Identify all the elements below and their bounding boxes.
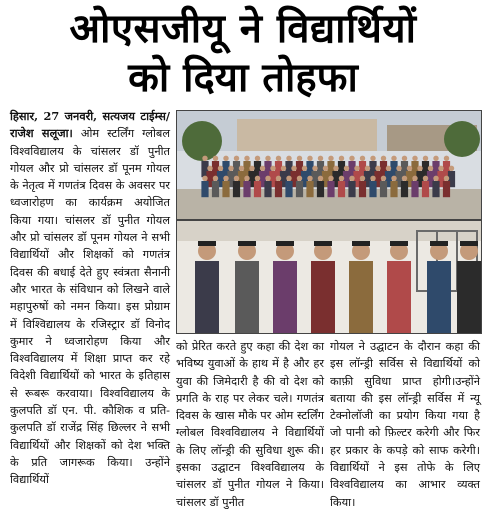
- article-text-middle: को प्रेरित करते हुए कहा की देश का भविष्य युवाओं के हाथ में है और हर युवा की जिमेदारी है की वो देश को प्रगति के राह पर लेकर चले। गणतंत्र दिवस के खास मौके पर ओम स्टर्लिंग ग्लोबल विश्वविद्यालय ने विद्यार्थियों के लिए लॉन्ड्री की सुविधा शुरू की। इसका उद्घाटन विश्वविद्यालय के चांसलर डॉ पुनीत गोयल ने किया। चांसलर डॉ पुनीत: [176, 340, 324, 509]
- article-text-left: ओम स्टर्लिंग ग्लोबल विश्वविद्यालय के चांसलर डॉ पुनीत गोयल और प्रो चांसलर डॉ पूनम गोयल के नेतृत्व में गणतंत्र दिवस के अवसर पर ध्वजारोहण का कार्यक्रम अयोजित किया गया। चांसलर डॉ पुनीत गोयल और प्रो चांसलर डॉ पूनम गोयल ने सभी विद्यार्थियों और शिक्षकों को गणतंत्र दिवस की बधाई देते हुए स्वंत्रता सैनानी और भारत के संविधान को लिखने वाले महापुरुषों को नमन किया। इस प्रोग्राम में विश्विद्यालय के रजिस्ट्रार डॉ विनोद कुमार ने ध्वजारोहण किया और विश्वविद्यालय में शिक्षा प्राप्त कर रहे विदेशी विद्यार्थियों को भारत के इतिहास से रूबरू करवाया। विश्वविद्यालय के कुलपति डॉ एन. पी. कौशिक व प्रति-कुलपति डॉ राजेंद्र सिंह छिल्लर ने सभी विद्यार्थियों और शिक्षकों को देश भक्ति के प्रति जागरूक किया। उन्होंने विद्यार्थियों: [10, 127, 170, 487]
- group-photo-outdoor: [176, 110, 482, 220]
- article-column-left: [10, 108, 170, 489]
- headline-line-1: ओएसजीयू ने विद्यार्थियों: [69, 6, 417, 52]
- article-text-right: गोयल ने उद्घाटन के दौरान कहा की इस लॉन्ड्री सर्विस से विद्यार्थियों को काफ़ी सुविधा प्राप्त होगी।उन्होंने बताया की इस लॉन्ड्री सर्विस में न्यू टेक्नोलॉजी का प्रयोग किया गया है जो पानी को फ़िल्टर करेगी और फिर हर प्रकार के कपड़े को साफ करेगी। विद्यार्थियों ने इस तोफे के लिए विश्वविद्यालय का आभार व्यक्त किया।: [330, 340, 480, 509]
- dateline: हिसार, 27 जनवरी, सत्यजय टाईम्स/राजेश सलूजा।: [10, 109, 170, 141]
- headline: [0, 4, 486, 102]
- headline-line-2: को दिया तोहफा: [128, 55, 358, 101]
- article-column-right: [330, 338, 480, 511]
- group-photo-laundry: [176, 220, 482, 334]
- article-column-middle: [176, 338, 324, 511]
